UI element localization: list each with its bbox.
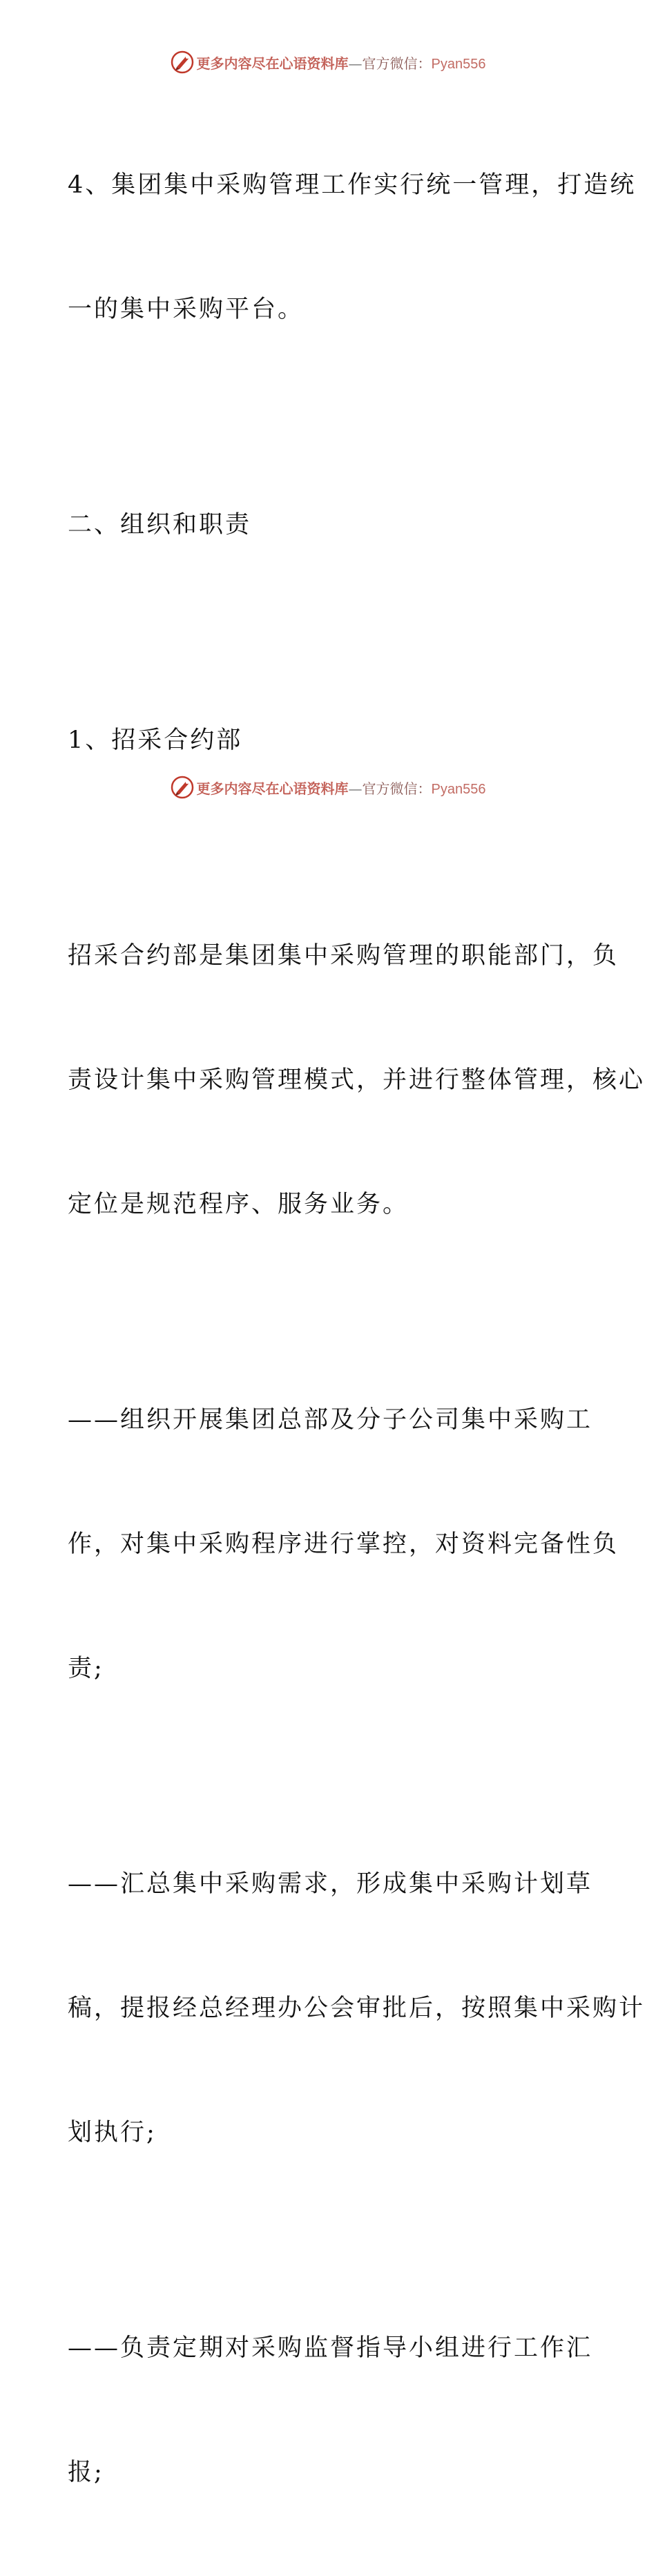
watermark-slogan: 更多内容尽在心语资料库	[196, 780, 349, 797]
pen-logo-icon	[171, 776, 194, 799]
document-body	[68, 81, 646, 2576]
text-line: ——汇总集中采购需求，形成集中采购计划草	[68, 1870, 593, 1898]
pen-logo-icon	[171, 50, 194, 74]
text-line: ——组织开展集团总部及分子公司集中采购工	[68, 1406, 593, 1434]
watermark-dash: —	[348, 55, 363, 72]
duty-item-3	[68, 2245, 592, 2576]
watermark-dash: —	[348, 780, 363, 797]
heading-text: 1、招采合约部	[68, 727, 243, 754]
watermark-wechat-id: Pyan556	[431, 781, 486, 797]
section-heading-organization	[68, 421, 592, 628]
subsection-heading-department	[68, 637, 592, 844]
watermark-wechat-label: 官方微信：	[362, 55, 432, 72]
text-line: ——负责定期对采购监督指导小组进行工作汇	[68, 2334, 593, 2362]
text-line: 报;	[68, 2459, 104, 2486]
text-line: 责设计集中采购管理模式，并进行整体管理，核心	[68, 1066, 646, 1094]
heading-text: 二、组织和职责	[68, 511, 252, 539]
watermark-slogan: 更多内容尽在心语资料库	[196, 55, 349, 72]
footer-watermark	[0, 773, 656, 801]
paragraph-department-description	[68, 852, 646, 1308]
paragraph-item-4	[68, 81, 637, 413]
text-line: 作，对集中采购程序进行掌控，对资料完备性负	[68, 1530, 619, 1558]
duty-item-2	[68, 1780, 646, 2236]
text-line: 4、集团集中采购管理工作实行统一管理，打造统	[68, 171, 637, 199]
text-line: 划执行;	[68, 2119, 157, 2146]
text-line: 责;	[68, 1655, 104, 1682]
watermark-wechat-id: Pyan556	[431, 56, 486, 72]
header-watermark	[0, 48, 656, 76]
text-line: 定位是规范程序、服务业务。	[68, 1191, 409, 1218]
text-line: 招采合约部是集团集中采购管理的职能部门，负	[68, 942, 619, 970]
text-line: 稿，提报经总经理办公会审批后，按照集中采购计	[68, 1995, 646, 2022]
duty-item-1	[68, 1316, 619, 1772]
text-line: 一的集中采购平台。	[68, 296, 305, 323]
watermark-wechat-label: 官方微信：	[362, 780, 432, 797]
